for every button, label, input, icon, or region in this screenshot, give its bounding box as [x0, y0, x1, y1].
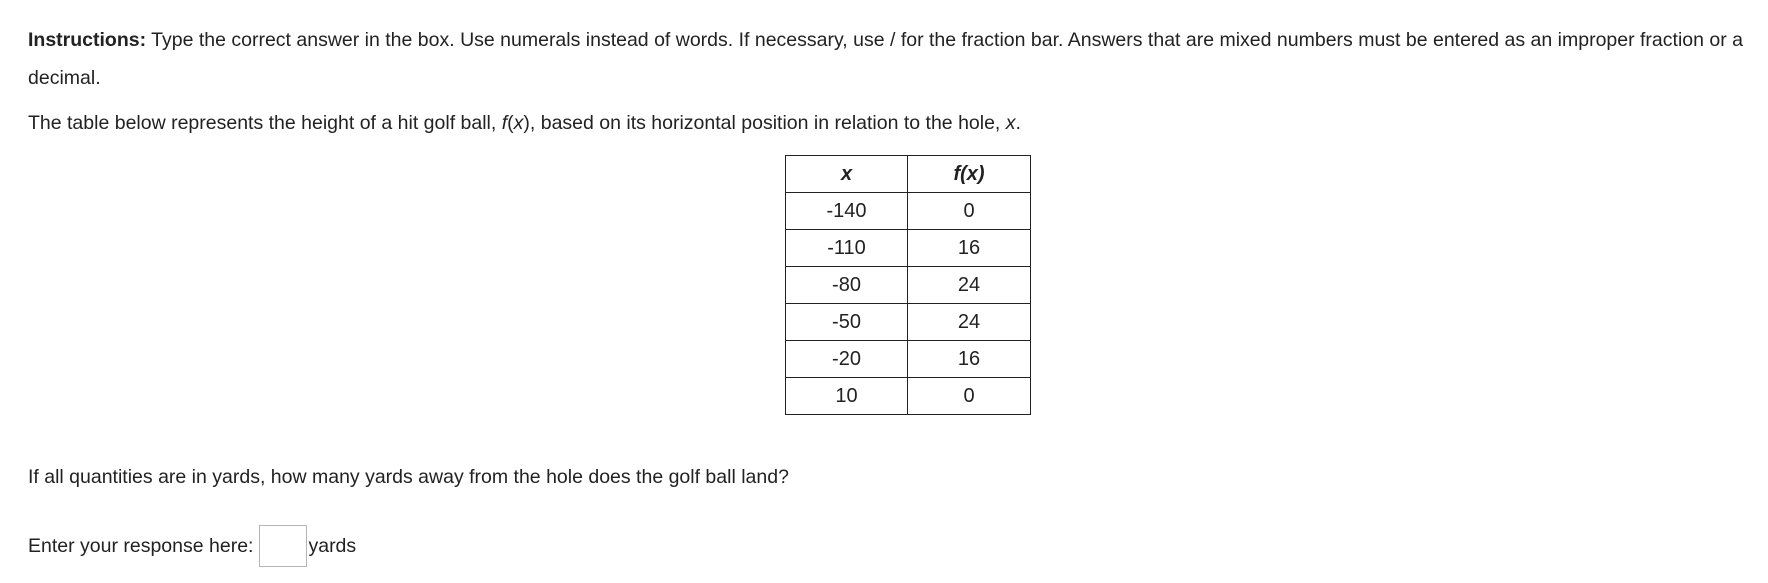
instructions-body: Type the correct answer in the box. Use numerals instead of words. If necessary, use / for the fraction bar. Answers that are mixed numbers must be entered as an improper fraction or a decimal. [28, 29, 1743, 89]
table-cell-f: 0 [908, 193, 1031, 230]
answer-input[interactable] [259, 525, 307, 567]
question-part2: ), based on its horizontal position in relation to the hole, [523, 112, 1006, 134]
data-table [785, 155, 1031, 415]
table-row [786, 230, 1031, 267]
table-cell-f: 0 [908, 378, 1031, 415]
table-row [786, 193, 1031, 230]
response-row [28, 523, 356, 569]
table-row [786, 341, 1031, 378]
table-row [786, 378, 1031, 415]
table-cell-x: -140 [786, 193, 908, 230]
table-cell-x: 10 [786, 378, 908, 415]
unit-label: yards [308, 534, 357, 557]
instructions-label: Instructions: [28, 29, 147, 51]
response-label: Enter your response here: [28, 534, 254, 557]
question-part3: . [1015, 112, 1021, 134]
table-header-row [786, 156, 1031, 193]
table-cell-x: -50 [786, 304, 908, 341]
table-header-x: x [786, 156, 908, 193]
table-row [786, 304, 1031, 341]
instructions-text [28, 21, 1768, 97]
table-cell-f: 16 [908, 230, 1031, 267]
table-cell-f: 24 [908, 304, 1031, 341]
table-cell-x: -80 [786, 267, 908, 304]
question-func: f [501, 112, 508, 134]
question-var2: x [1005, 112, 1016, 134]
table-cell-x: -20 [786, 341, 908, 378]
question-part1: The table below represents the height of a hit golf ball, [28, 112, 502, 134]
table-header-f: f(x) [908, 156, 1031, 193]
question-paren: ( [507, 112, 514, 134]
table-cell-x: -110 [786, 230, 908, 267]
table-row [786, 267, 1031, 304]
question-var1: x [513, 112, 524, 134]
table-cell-f: 16 [908, 341, 1031, 378]
prompt-text: If all quantities are in yards, how many yards away from the hole does the golf ball land? [28, 466, 789, 488]
table-cell-f: 24 [908, 267, 1031, 304]
question-text [28, 108, 1021, 138]
